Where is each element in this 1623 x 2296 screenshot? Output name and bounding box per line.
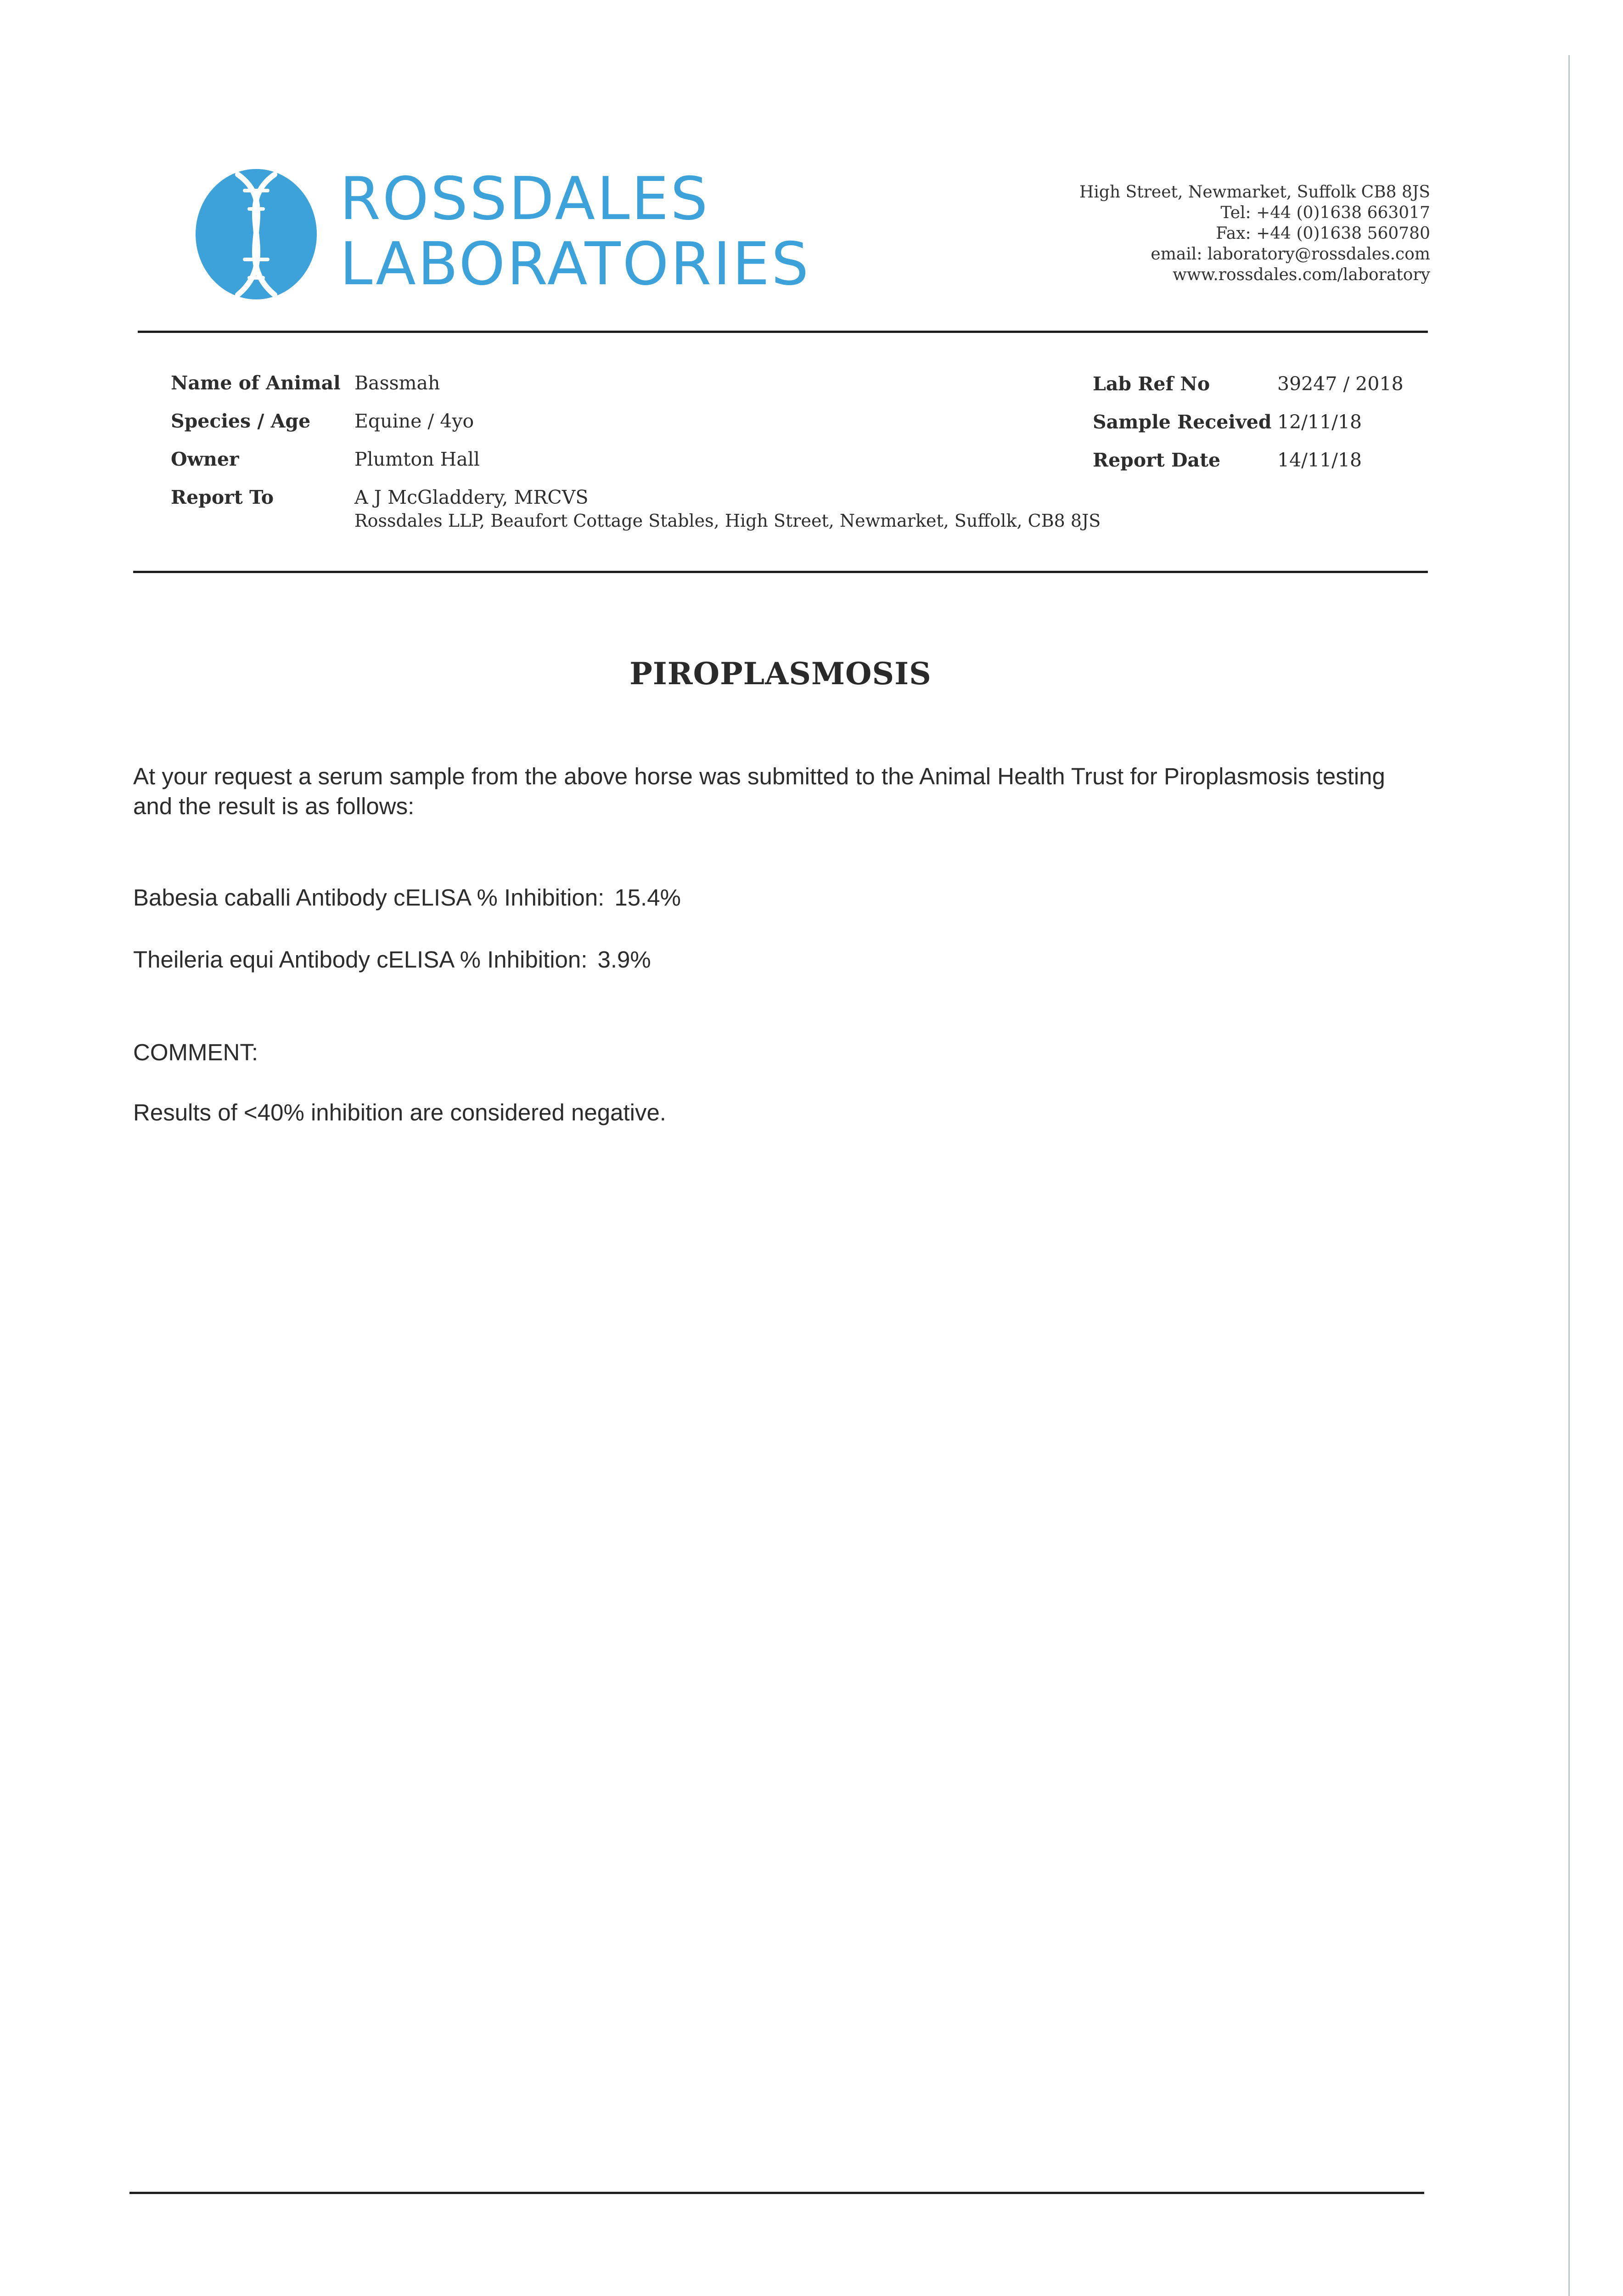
contact-website[interactable]: www.rossdales.com/laboratory xyxy=(1173,265,1430,284)
sample-received-label: Sample Received xyxy=(1093,411,1272,433)
brand-line-1: ROSSDALES xyxy=(340,165,710,233)
contact-email[interactable]: email: laboratory@rossdales.com xyxy=(1151,245,1430,264)
brand-wordmark xyxy=(340,165,811,298)
contact-address: High Street, Newmarket, Suffolk CB8 8JS xyxy=(1079,183,1430,202)
animal-name-label: Name of Animal xyxy=(171,372,341,394)
report-to-label: Report To xyxy=(171,486,274,508)
contact-tel: Tel: +44 (0)1638 663017 xyxy=(1220,203,1430,222)
owner-value: Plumton Hall xyxy=(354,448,480,470)
species-age-label: Species / Age xyxy=(171,410,311,432)
report-title: PIROPLASMOSIS xyxy=(629,656,932,692)
report-to-name: A J McGladdery, MRCVS xyxy=(354,486,589,508)
report-date-label: Report Date xyxy=(1093,449,1221,471)
result-theileria xyxy=(133,946,651,973)
comment-heading: COMMENT: xyxy=(133,1039,258,1065)
header-divider xyxy=(138,331,1428,333)
lab-ref-label: Lab Ref No xyxy=(1093,373,1210,395)
owner-label: Owner xyxy=(171,448,239,470)
animal-name-value: Bassmah xyxy=(354,372,440,394)
result-theileria-value: 3.9% xyxy=(597,946,651,973)
contact-block xyxy=(1079,182,1430,285)
info-divider xyxy=(133,571,1428,573)
contact-fax: Fax: +44 (0)1638 560780 xyxy=(1216,224,1430,243)
report-to-address: Rossdales LLP, Beaufort Cottage Stables, High Street, Newmarket, Suffolk, CB8 8JS xyxy=(354,511,1101,531)
footer-divider xyxy=(129,2192,1424,2194)
dna-helix-icon xyxy=(192,165,320,303)
report-date-value: 14/11/18 xyxy=(1277,449,1362,471)
result-babesia xyxy=(133,884,681,911)
result-theileria-label: Theileria equi Antibody cELISA % Inhibition: xyxy=(133,946,588,973)
sample-received-value: 12/11/18 xyxy=(1277,411,1362,433)
intro-paragraph: At your request a serum sample from the above horse was submitted to the Animal Health Trust for Piroplasmosis testing and the result is as follows: xyxy=(133,763,1385,819)
scan-edge xyxy=(1568,55,1570,2296)
species-age-value: Equine / 4yo xyxy=(354,410,474,432)
result-babesia-label: Babesia caballi Antibody cELISA % Inhibition: xyxy=(133,884,605,911)
brand-line-2: LABORATORIES xyxy=(340,230,811,298)
result-babesia-value: 15.4% xyxy=(614,884,681,911)
lab-ref-value: 39247 / 2018 xyxy=(1277,373,1404,395)
comment-text: Results of <40% inhibition are considered negative. xyxy=(133,1099,666,1125)
